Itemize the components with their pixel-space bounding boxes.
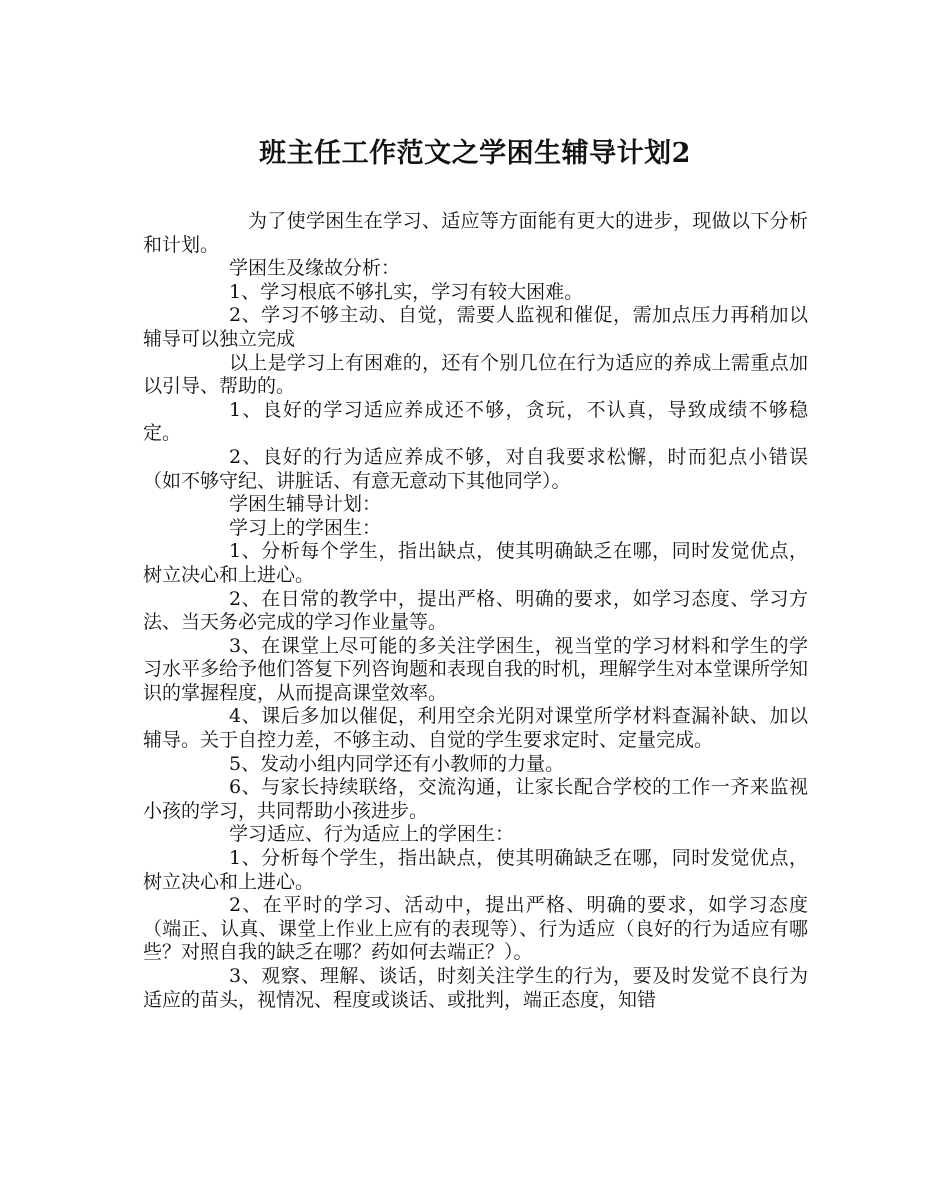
section-heading: 学困生辅导计划： <box>229 493 382 516</box>
paragraph: 2、学习不够主动、自觉，需要人监视和催促，需加点压力再稍加以辅导可以独立完成 <box>143 304 808 350</box>
paragraph: 1、分析每个学生，指出缺点，使其明确缺乏在哪，同时发觉优点，树立决心和上进心。 <box>143 540 808 586</box>
paragraph: 3、在课堂上尽可能的多关注学困生，视当堂的学习材料和学生的学习水平多给予他们答复下列咨询题和表现自我的时机，理解学生对本堂课所学知识的掌握程度，从而提高课堂效率。 <box>143 634 809 704</box>
paragraph: 2、在平时的学习、活动中，提出严格、明确的要求，如学习态度（端正、认真、课堂上作业上应有的表现等）、行为适应（良好的行为适应有哪些？对照自我的缺乏在哪？药如何去端正？）。 <box>143 894 808 964</box>
paragraph: 为了使学困生在学习、适应等方面能有更大的进步，现做以下分析和计划。 <box>143 210 808 256</box>
paragraph: 1、分析每个学生，指出缺点，使其明确缺乏在哪，同时发觉优点，树立决心和上进心。 <box>143 847 808 893</box>
paragraph: 2、在日常的教学中，提出严格、明确的要求，如学习态度、学习方法、当天务必完成的学习作业量等。 <box>143 587 808 634</box>
section-heading: 学习上的学困生： <box>229 516 382 539</box>
paragraph: 6、与家长持续联络，交流沟通，让家长配合学校的工作一齐来监视小孩的学习，共同帮助小孩进步。 <box>143 776 808 822</box>
document-title: 班主任工作范文之学困生辅导计划2 <box>259 138 691 169</box>
paragraph: 以上是学习上有困难的，还有个别几位在行为适应的养成上需重点加以引导、帮助的。 <box>143 351 808 398</box>
section-heading: 学困生及缘故分析： <box>229 257 401 280</box>
paragraph: 3、观察、理解、谈话，时刻关注学生的行为，要及时发觉不良行为适应的苗头，视情况、程度或谈话、或批判，端正态度，知错 <box>143 965 808 1011</box>
paragraph: 2、良好的行为适应养成不够，对自我要求松懈，时而犯点小错误（如不够守纪、讲脏话、有意无意动下其他同学）。 <box>143 445 808 492</box>
paragraph: 1、良好的学习适应养成还不够，贪玩，不认真，导致成绩不够稳定。 <box>143 398 808 445</box>
paragraph: 4、课后多加以催促，利用空余光阴对课堂所学材料查漏补缺、加以辅导。关于自控力差，不够主动、自觉的学生要求定时、定量完成。 <box>143 705 808 752</box>
section-heading: 学习适应、行为适应上的学困生： <box>229 823 515 846</box>
paragraph: 1、学习根底不够扎实，学习有较大困难。 <box>229 280 584 303</box>
document-body <box>143 210 808 1012</box>
paragraph: 5、发动小组内同学还有小教师的力量。 <box>229 752 565 775</box>
